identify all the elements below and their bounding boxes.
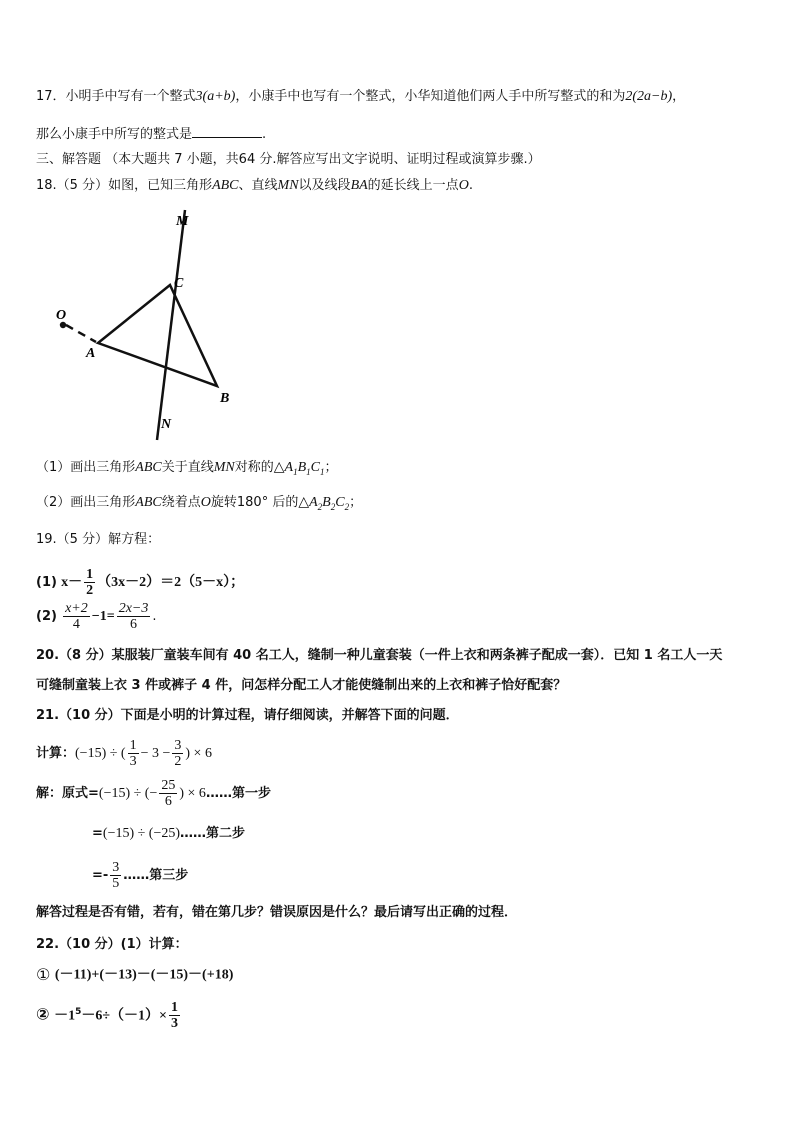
q19-eq1: (1) x－ $\frac{1}{2}$ （3x－2）＝2（5－x）； [36,567,245,598]
frac-2x3-6: $\frac{2x-3}{6}$ [118,601,149,632]
q17-line2: 那么小康手中所写的整式是 . [36,127,267,142]
label-n: N [161,417,172,432]
frac-25-6: $\frac{25}{6}$ [161,778,176,809]
q21-step2: =(−15) ÷ (−25)……第二步 [92,826,246,841]
label-m: M [176,214,189,229]
q21-question: 解答过程是否有错，若有，错在第几步？错误原因是什么？最后请写出正确的过程． [36,905,518,920]
expr-2-2a-b: 2(2a−b) [625,89,673,104]
q22-stem: 22.（10 分）(1）计算： [36,937,188,952]
line-mn [157,210,185,440]
q21-step1: 解：原式=(−15) ÷ (− $\frac{25}{6}$ ) × 6……第一步 [36,778,271,809]
triangle-abc [98,285,217,386]
label-a: A [86,346,96,361]
q21-stem: 21.（10 分）下面是小明的计算过程，请仔细阅读，并解答下面的问题． [36,708,459,723]
answer-blank [192,125,262,138]
q18-stem: 18.（5 分）如图，已知三角形ABC、直线MN以及线段BA的延长线上一点O. [36,178,473,193]
q18-part1: （1）画出三角形ABC关于直线MN对称的$\triangle A_1B_1C_1$； [36,460,338,477]
label-o: O [56,308,67,323]
q19-stem: 19.（5 分）解方程： [36,532,161,547]
q20-line2: 可缝制童装上衣 3 件或裤子 4 件，问怎样分配工人才能使缝制出来的上衣和裤子恰好配套？ [36,678,567,693]
q19-eq2: (2) $\frac{x+2}{4}$ −1= $\frac{2x-3}{6}$ . [36,601,157,632]
frac-3-5: $\frac{3}{5}$ [112,860,120,891]
q22-item1: ① (－11)+(－13)－(－15)－(+18) [36,965,234,984]
section-3-header: 三、解答题 （本大题共 7 小题，共64 分.解答应写出文字说明、证明过程或演算步骤.） [36,152,541,167]
q20-line1: 20.（8 分）某服装厂童装车间有 40 名工人，缝制一种儿童套装（一件上衣和两条裤子配成一套）．已知 1 名工人一天 [36,648,723,663]
frac-1-3: $\frac{1}{3}$ [129,738,137,769]
label-c: C [174,276,184,291]
q21-step3: =- $\frac{3}{5}$ ……第三步 [92,860,189,891]
q18-part2: （2）画出三角形ABC绕着点O旋转180° 后的$\triangle A_2B_2C_2$； [36,495,363,512]
frac-1-2: $\frac{1}{2}$ [86,567,94,598]
frac-3-2: $\frac{3}{2}$ [174,738,182,769]
expr-3ab: 3(a+b) [195,89,236,104]
frac-1-3-b: $\frac{1}{3}$ [171,1000,179,1032]
label-b: B [220,391,230,406]
q17-line1: 17．小明手中写有一个整式3(a+b)，小康手中也写有一个整式，小华知道他们两人手中所写整式的和为2(2a−b)， [36,89,686,104]
q22-item2: ② $-1^5-6\div(-1)\times$ $\frac{1}{3}$ [36,1000,179,1032]
ba-extension-dashed [66,325,96,342]
q21-calc: 计算：(−15) ÷ ( $\frac{1}{3}$ − 3 − $\frac{3}{2}$ ) × 6 [36,738,212,769]
frac-x2-4: $\frac{x+2}{4}$ [65,601,88,632]
triangle-figure [50,205,250,445]
